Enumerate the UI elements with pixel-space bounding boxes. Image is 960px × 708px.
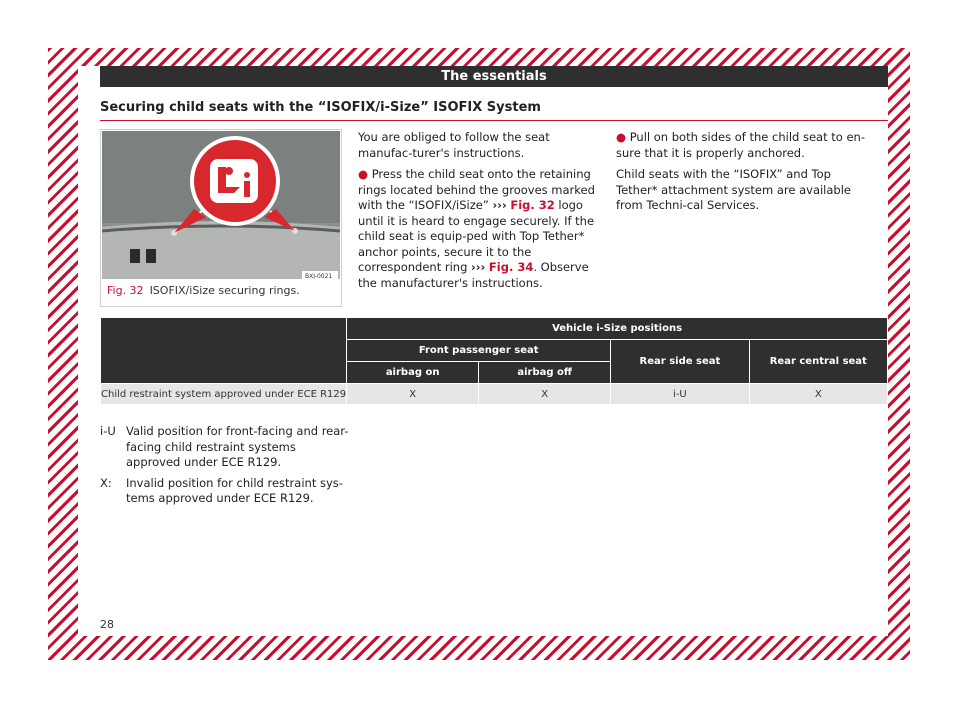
figure-number: Fig. 32 xyxy=(107,284,144,297)
legend-item xyxy=(100,424,350,471)
table-header-airbag-on: airbag on xyxy=(347,362,479,384)
manual-page xyxy=(78,66,888,636)
table-header-airbag-off: airbag off xyxy=(479,362,611,384)
legend-item xyxy=(100,476,350,507)
reference-arrow-icon: ››› xyxy=(471,260,486,274)
table-cell: X xyxy=(749,384,887,405)
table-header-rear-side: Rear side seat xyxy=(611,340,749,384)
page-number: 28 xyxy=(100,618,114,631)
reference-arrow-icon: ››› xyxy=(492,198,507,212)
table-row xyxy=(101,384,888,405)
legend-text: Invalid position for child restraint sys-tems approved under ECE R129. xyxy=(126,475,343,505)
instruction-paragraph: You are obliged to follow the seat manufac-turer's instructions. xyxy=(358,130,550,160)
figure-caption-text: ISOFIX/iSize securing rings. xyxy=(149,284,300,297)
figure-32 xyxy=(100,129,342,307)
table-cell: X xyxy=(479,384,611,405)
table-header-front-passenger: Front passenger seat xyxy=(347,340,611,362)
isofix-photo xyxy=(102,131,340,279)
legend-key: i-U xyxy=(100,424,116,438)
text-column-middle xyxy=(358,130,600,297)
instruction-bullet-1: ● Press the child seat onto the retaining rings located behind the grooves marked with the “ISOFIX/iSize” ››› Fig. 32 logo until it is heard to engage securely. If the child seat is equip-ped with Top Tether* anchor points, secure it to the correspondent ring ››› Fig. 34. Observe the manufacturer's instructions. xyxy=(358,167,595,290)
figure-caption xyxy=(107,284,300,297)
instruction-bullet-2: ● Pull on both sides of the child seat to en-sure that it is properly anchored. xyxy=(616,130,865,160)
legend-key: X: xyxy=(100,475,112,490)
figure-34-link[interactable]: Fig. 34 xyxy=(488,260,534,274)
table-legend xyxy=(100,424,350,512)
bullet-icon: ● xyxy=(358,167,369,181)
table-row-label: Child restraint system approved under ECE R129 xyxy=(101,384,347,405)
table-cell: i-U xyxy=(611,384,749,405)
figure-32-link[interactable]: Fig. 32 xyxy=(510,198,555,212)
bullet-icon: ● xyxy=(616,130,627,144)
isize-positions-table xyxy=(100,317,888,405)
table-group-header: Vehicle i-Size positions xyxy=(347,318,888,340)
table-cell: X xyxy=(347,384,479,405)
isofix-child-seat-icon xyxy=(210,159,258,203)
legend-text: Valid position for front-facing and rear-facing child restraint systems approved under ECE R129. xyxy=(126,424,349,469)
title-divider xyxy=(100,120,888,121)
chapter-header: The essentials xyxy=(100,66,888,87)
svg-text:BXJ-0021: BXJ-0021 xyxy=(305,273,333,279)
section-title: Securing child seats with the “ISOFIX/i-Size” ISOFIX System xyxy=(100,100,541,115)
table-header-rear-central: Rear central seat xyxy=(749,340,887,384)
text-column-right xyxy=(616,130,866,220)
table-corner-header xyxy=(101,318,347,384)
availability-paragraph: Child seats with the “ISOFIX” and Top Tether* attachment system are available from Techni-cal Services. xyxy=(616,167,851,212)
